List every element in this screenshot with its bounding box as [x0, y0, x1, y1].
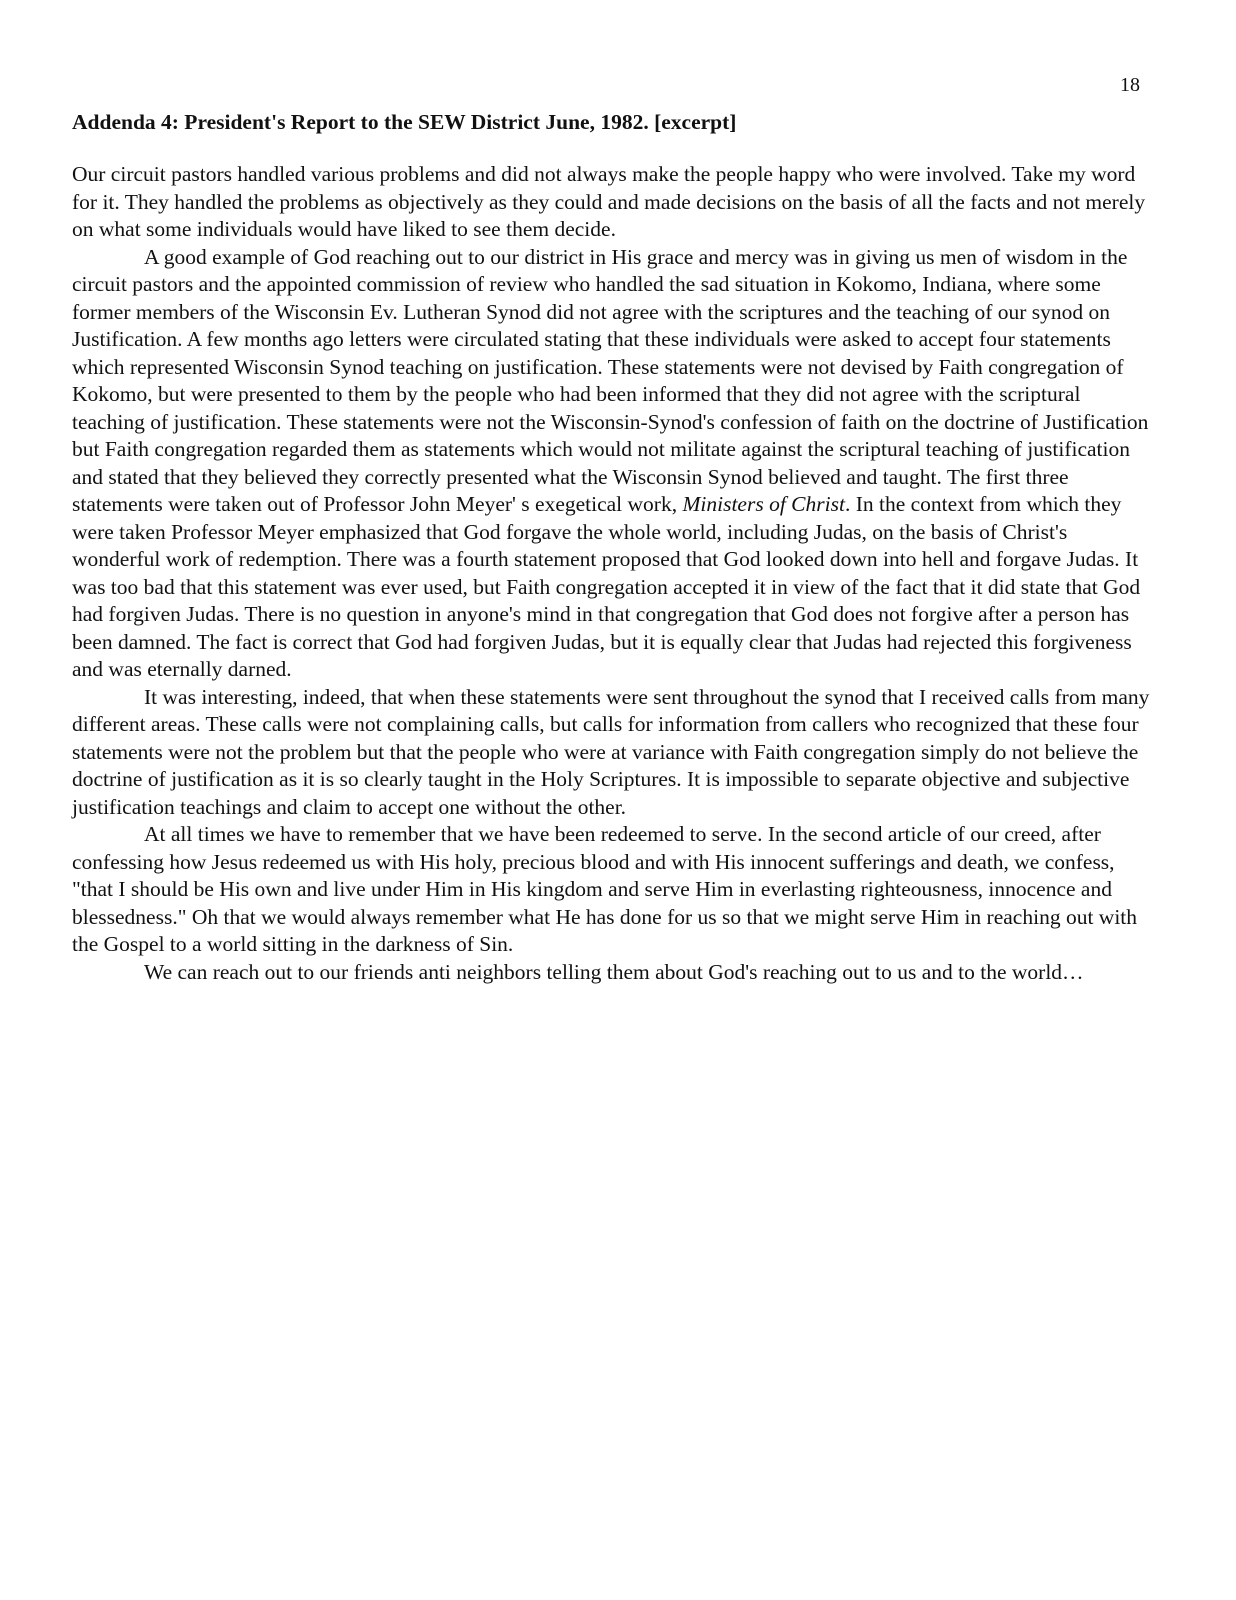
paragraph-2 — [72, 244, 1158, 684]
paragraph-3: It was interesting, indeed, that when these statements were sent throughout the synod that I received calls from many different areas. These calls were not complaining calls, but calls for information from callers who recognized that these four statements were not the problem but that the people who were at variance with Faith congregation simply do not believe the doctrine of justification as it is so clearly taught in the Holy Scriptures. It is impossible to separate objective and subjective justification teachings and claim to accept one without the other. — [72, 684, 1150, 819]
document-body — [72, 108, 1158, 986]
page-number: 18 — [1120, 74, 1140, 96]
paragraph-2-text-a: A good example of God reaching out to our district in His grace and mercy was in giving us men of wisdom in the circuit pastors and the appointed commission of review who handled the sad situation in Kokomo, Indiana, where some former members of the Wisconsin Ev. Lutheran Synod did not agree with the scriptures and the teaching of our synod on Justification. A few months ago letters were circulated stating that these individuals were asked to accept four statements which represented Wisconsin Synod teaching on justification. These statements were not devised by Faith congregation of Kokomo, but were presented to them by the people who had been informed that they did not agree with the scriptural teaching of justification. These statements were not the Wisconsin-Synod's confession of faith on the doctrine of Justification but Faith congregation regarded them as statements which would not militate against the scriptural teaching of justification and stated that they believed they correctly presented what the Wisconsin Synod believed and taught. The first three statements were taken out of Professor John Meyer' s exegetical work, — [72, 244, 1149, 516]
paragraph-5: We can reach out to our friends anti neighbors telling them about God's reaching out to us and to the world… — [144, 959, 1084, 984]
book-title: Ministers of Christ — [682, 492, 845, 516]
paragraph-1: Our circuit pastors handled various problems and did not always make the people happy who were involved. Take my word for it. They handled the problems as objectively as they could and made decisions on the basis of all the facts and not merely on what some individuals would have liked to see them decide. — [72, 162, 1146, 241]
section-heading: Addenda 4: President's Report to the SEW District June, 1982. [excerpt] — [72, 110, 737, 134]
paragraph-2-text-b: . In the context from which they were taken Professor Meyer emphasized that God forgave the whole world, including Judas, on the basis of Christ's wonderful work of redemption. There was a fourth statement proposed that God looked down into hell and forgave Judas. It was too bad that this statement was ever used, but Faith congregation accepted it in view of the fact that it did state that God had forgiven Judas. There is no question in anyone's mind in that congregation that God does not forgive after a person has been damned. The fact is correct that God had forgiven Judas, but it is equally clear that Judas had rejected this forgiveness and was eternally darned. — [72, 492, 1141, 681]
paragraph-4: At all times we have to remember that we have been redeemed to serve. In the second article of our creed, after confessing how Jesus redeemed us with His holy, precious blood and with His innocent sufferings and death, we confess, "that I should be His own and live under Him in His kingdom and serve Him in everlasting righteousness, innocence and blessedness." Oh that we would always remember what He has done for us so that we might serve Him in reaching out with the Gospel to a world sitting in the darkness of Sin. — [72, 822, 1138, 956]
